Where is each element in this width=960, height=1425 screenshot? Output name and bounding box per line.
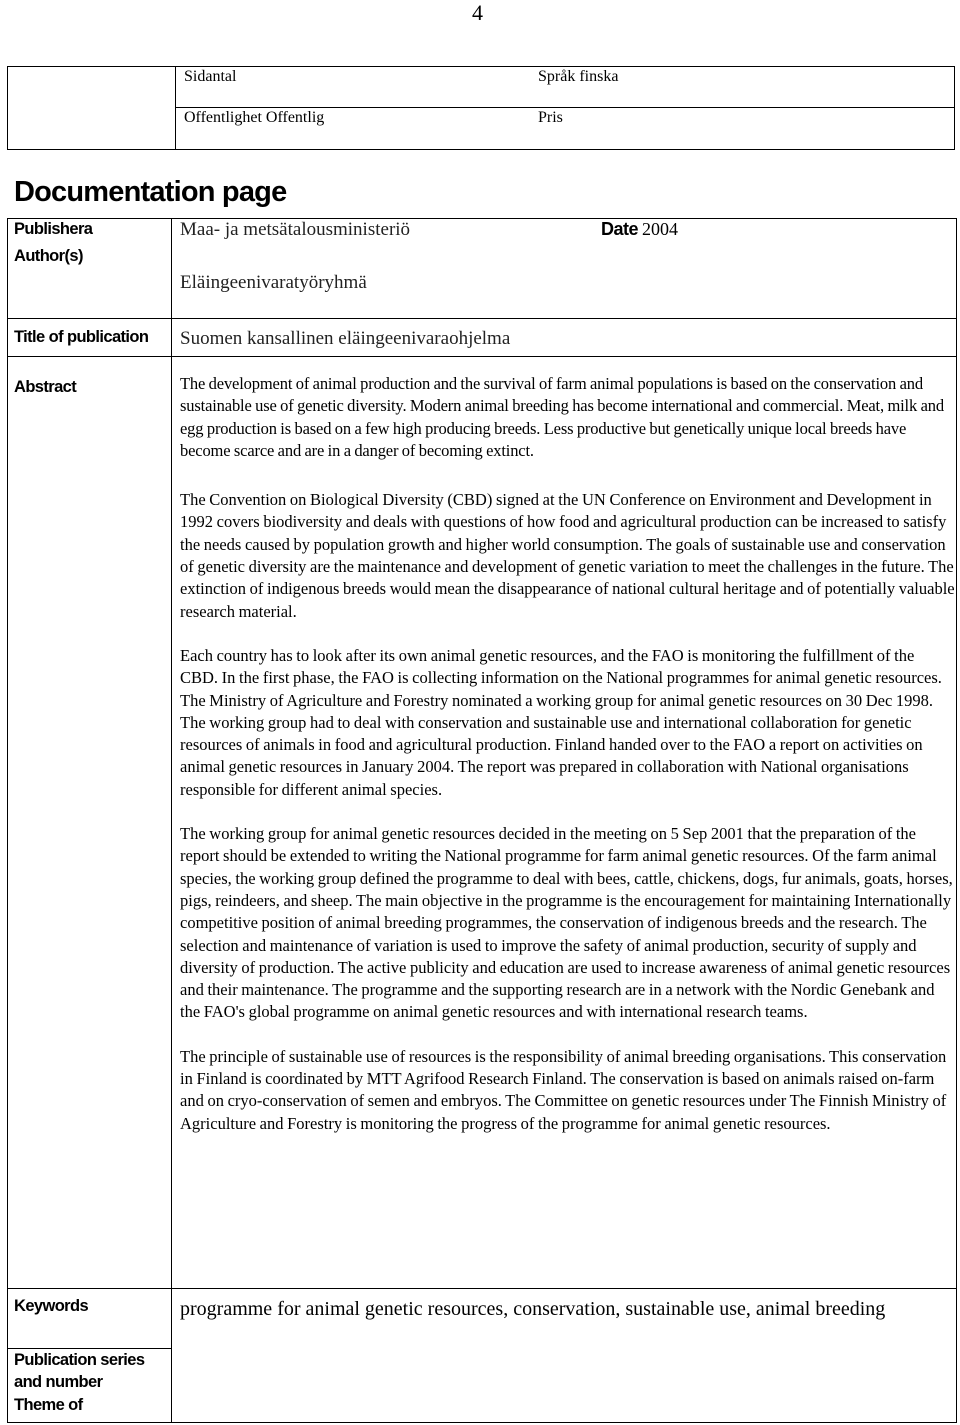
abstract-paragraph: The principle of sustainable use of resources is the responsibility of animal breeding organisations. This conservation in Finland is coordinated by MTT Agrifood Research Finland. The conservation is based on animals raised on-farm and on cryo-conservation of semen and embryos. The Committee on genetic resources under The Finnish Ministry of Agriculture and Forestry is monitoring the progress of the programme for animal genetic resources. bbox=[180, 1046, 947, 1133]
authors-label: Author(s) bbox=[14, 247, 83, 265]
keywords-value: programme for animal genetic resources, conservation, sustainable use, animal breeding bbox=[180, 1298, 886, 1320]
date-field bbox=[601, 219, 678, 240]
title-value: Suomen kansallinen eläingeenivaraohjelma bbox=[180, 328, 511, 349]
publisher-label: Publishera bbox=[14, 220, 93, 238]
abstract-paragraph: The development of animal production and the survival of farm animal populations is based on the conservation and sustainable use of genetic diversity. Modern animal breeding has become international and commercial. Meat, milk and egg production is based on a few high producing breeds. Less productive but genetically unique local breeds have become scarce and are in a danger of becoming extinct. bbox=[180, 374, 944, 460]
page-title: Documentation page bbox=[14, 176, 287, 208]
info-box-divider bbox=[175, 67, 176, 149]
date-value: 2004 bbox=[642, 219, 679, 239]
row-divider bbox=[7, 356, 957, 357]
info-box bbox=[7, 66, 955, 150]
abstract-body bbox=[180, 373, 955, 1135]
keywords-label: Keywords bbox=[14, 1297, 89, 1315]
abstract-paragraph: The Convention on Biological Diversity (CBD) signed at the UN Conference on Environment and Development in 1992 covers biodiversity and deals with questions of how food and agricultural production can be increased to satisfy the needs caused by population growth and higher world consumption. The goals of sustainable use and conservation of genetic diversity are the maintenance and development of genetic variation to meet the challenges in the future. The extinction of indigenous breeds would mean the disappearance of national cultural heritage and of potentially valuable research material. bbox=[180, 490, 955, 621]
title-label: Title of publication bbox=[14, 328, 149, 346]
sidantal-cell: Sidantal bbox=[184, 68, 237, 85]
abstract-paragraph: Each country has to look after its own animal genetic resources, and the FAO is monitoring the fulfillment of the CBD. In the first phase, the FAO is collecting information on the National programmes for animal genetic resources. The Ministry of Agriculture and Forestry nominated a working group for animal genetic resources on 30 Dec 1998. The working group had to deal with conservation and sustainable use and international collaboration for genetic resources of animals in food and agricultural production. Finland handed over to the FAO a report on activities on animal genetic resources in January 2004. The report was prepared in collaboration with National organisations responsible for different animal species. bbox=[180, 645, 942, 799]
publisher-value: Maa- ja metsätalousministeriö bbox=[180, 219, 411, 240]
theme-label: Theme of bbox=[14, 1396, 83, 1414]
authors-value: Eläingeenivaratyöryhmä bbox=[180, 272, 367, 293]
row-divider bbox=[7, 1288, 957, 1289]
row-divider bbox=[7, 318, 957, 319]
price-cell: Pris bbox=[538, 109, 563, 126]
column-divider bbox=[171, 218, 172, 1423]
abstract-paragraph: The working group for animal genetic resources decided in the meeting on 5 Sep 2001 that the preparation of the report should be extended to writing the National programme for farm animal genetic resources. Of the farm animal species, the working group defined the programme to deal with bees, cattle, chickens, dogs, fur animals, goats, horses, pigs, reindeers, and sheep. The main objective in the programme is the encouragement for maintaining Internationally competitive position of animal breeding programmes, the conservation of indigenous breeds and the research. The selection and maintenance of variation is used to improve the safety of animal production, security of supply and diversity of production. The active publicity and education are used to increase awareness of animal genetic resources and their maintenance. The programme and the supporting research are in a network with the Nordic Genebank and the FAO's global programme on animal genetic resources and with international research teams. bbox=[180, 824, 953, 1022]
publicity-cell: Offentlighet Offentlig bbox=[184, 109, 325, 126]
info-box-divider bbox=[175, 107, 954, 108]
language-cell: Språk finska bbox=[538, 68, 619, 85]
page-number: 4 bbox=[472, 0, 483, 25]
date-label: Date bbox=[601, 219, 639, 239]
publication-series-label: Publication series and number bbox=[14, 1351, 145, 1391]
abstract-label: Abstract bbox=[14, 378, 77, 396]
